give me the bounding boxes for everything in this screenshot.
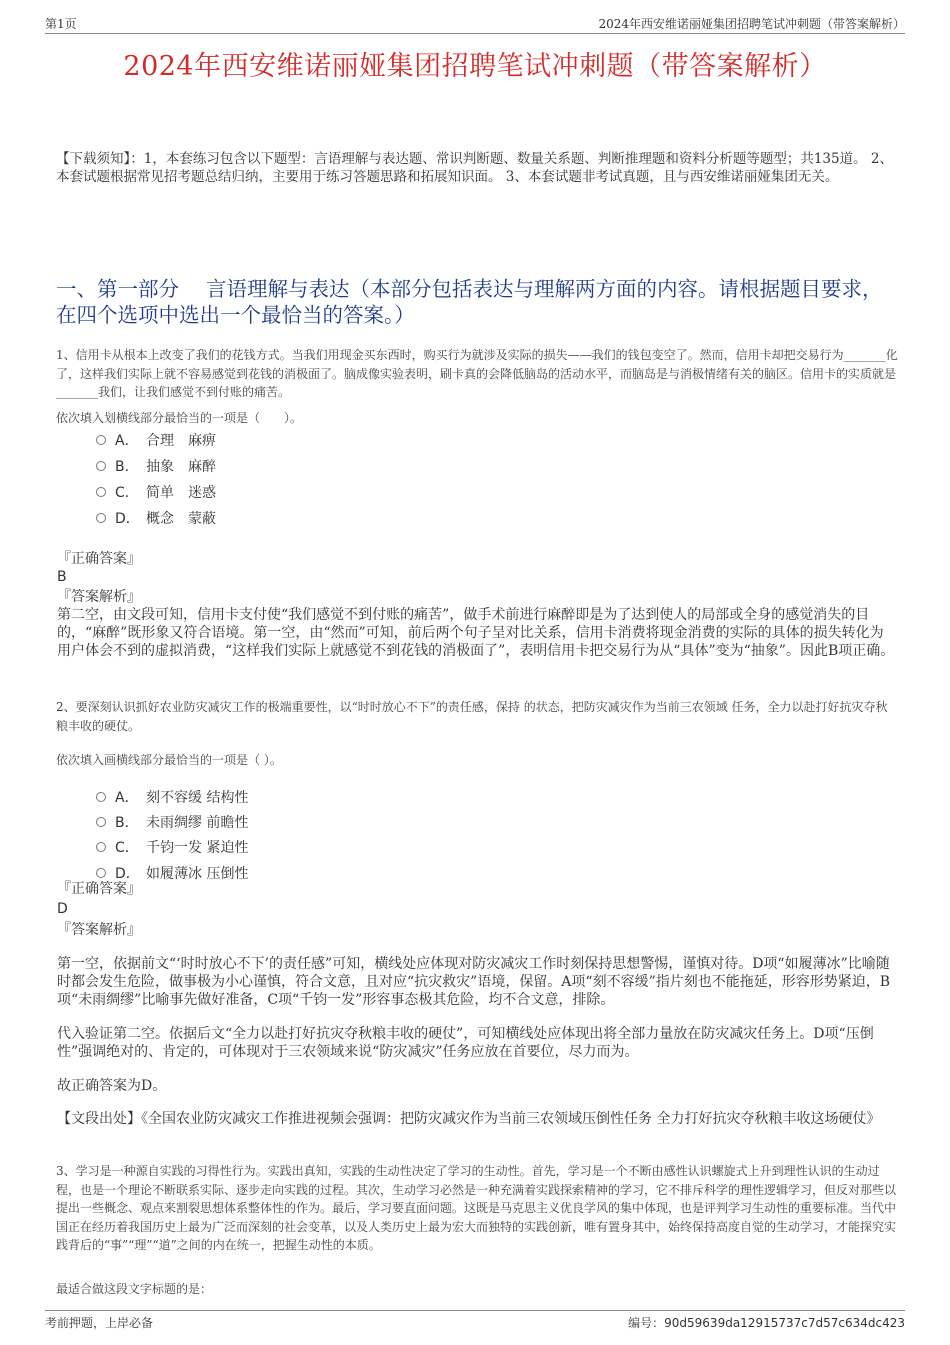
question-1-option-a[interactable]: A． 合理 麻痹: [96, 430, 216, 450]
question-1-prompt: 依次填入划横线部分最恰当的一项是（ ）。: [56, 411, 303, 425]
question-1-answer: B: [57, 569, 67, 585]
question-1-option-b[interactable]: B． 抽象 麻醉: [96, 456, 216, 476]
question-2-analysis-p3: 故正确答案为D。: [57, 1078, 167, 1094]
document-id: 编号：90d59639da12915737c7d57c634dc423: [628, 1316, 905, 1330]
question-2-stem: 2、要深刻认识抓好农业防灾减灾工作的极端重要性，以“时时放心不下”的责任感，保持 的状态，把防灾减灾作为当前三农领域 任务，全力以赴打好抗灾夺秋粮丰收的硬仗。: [56, 700, 888, 733]
footer-divider: [45, 1310, 905, 1311]
question-2-answer-header: 『正确答案』: [57, 881, 141, 897]
radio-icon[interactable]: [96, 513, 106, 523]
download-notice: 【下载须知】：1，本套练习包含以下题型：言语理解与表达题、常识判断题、数量关系题、判断推理题和资料分析题等题型；共135道。 2、本套试题根据常见招考题总结归纳，主要用于练习答题思路和拓展知识面。 3、本套试题非考试真题，且与西安维诺丽娅集团无关。: [56, 151, 893, 185]
radio-icon[interactable]: [96, 487, 106, 497]
question-2-source: 【文段出处】《全国农业防灾减灾工作推进视频会强调：把防灾减灾作为当前三农领域压倒性任务 全力打好抗灾夺秋粮丰收这场硬仗》: [57, 1111, 881, 1127]
question-1-stem: 1、信用卡从根本上改变了我们的花钱方式。当我们用现金买东西时，购买行为就涉及实际的损失——我们的钱包变空了。然而，信用卡却把交易行为_______化了，这样我们实际上就不容易感觉到花钱的消极面了。脑成像实验表明，刷卡真的会降低脑岛的活动水平，而脑岛是与消极情绪有关的脑区。信用卡的实质就是_______我们，让我们感觉不到付账的痛苦。: [56, 348, 898, 399]
radio-icon[interactable]: [96, 792, 106, 802]
radio-icon[interactable]: [96, 868, 106, 878]
page-number: 第1页: [45, 17, 77, 31]
question-2-option-b[interactable]: B． 未雨绸缪 前瞻性: [96, 812, 248, 832]
radio-icon[interactable]: [96, 842, 106, 852]
radio-icon[interactable]: [96, 461, 106, 471]
section-heading: 一、第一部分 言语理解与表达（本部分包括表达与理解两方面的内容。请根据题目要求，在四个选项中选出一个最恰当的答案。）: [56, 277, 883, 327]
question-1-analysis: 第二空，由文段可知，信用卡支付使“我们感觉不到付账的痛苦”，做手术前进行麻醉即是为了达到使人的局部或全身的感觉消失的目的，“麻醉”既形象又符合语境。第一空，由“然而”可知，前后两个句子呈对比关系，信用卡消费将现金消费的实际的具体的损失转化为用户体会不到的虚拟消费，“这样我们实际上就感觉不到花钱的消极面了”，表明信用卡把交易行为从“具体”变为“抽象”。因此B项正确。: [57, 607, 895, 659]
question-2-analysis-p2: 代入验证第二空。依据后文“全力以赴打好抗灾夺秋粮丰收的硬仗”，可知横线处应体现出将全部力量放在防灾减灾任务上。D项“压倒性”强调绝对的、肯定的，可体现对于三农领域来说“防灾减灾”任务应放在首要位，尽力而为。: [57, 1026, 874, 1060]
question-2-option-c[interactable]: C． 千钧一发 紧迫性: [96, 837, 248, 857]
question-2-option-a[interactable]: A． 刻不容缓 结构性: [96, 787, 248, 807]
document-title: 2024年西安维诺丽娅集团招聘笔试冲刺题（带答案解析）: [123, 51, 827, 82]
question-2-prompt: 依次填入画横线部分最恰当的一项是（ ）。: [56, 753, 282, 767]
running-header: 2024年西安维诺丽娅集团招聘笔试冲刺题（带答案解析）: [598, 17, 905, 31]
question-2-option-d[interactable]: D． 如履薄冰 压倒性: [96, 863, 248, 883]
question-2-analysis-p1: 第一空，依据前文“‘时时放心不下’的责任感”可知，横线处应体现对防灾减灾工作时刻保持思想警惕，谨慎对待。D项“如履薄冰”比喻随时都会发生危险，做事极为小心谨慎，符合文意，且对应“抗灾救灾”语境，保留。A项“刻不容缓”指片刻也不能拖延，形容形势紧迫，B项“未雨绸缪”比喻事先做好准备，C项“千钧一发”形容事态极其危险，均不合文意，排除。: [57, 956, 891, 1008]
question-2-answer: D: [57, 901, 68, 917]
question-3-prompt: 最适合做这段文字标题的是：: [56, 1282, 213, 1296]
footer-slogan: 考前押题，上岸必备: [45, 1316, 154, 1330]
radio-icon[interactable]: [96, 435, 106, 445]
radio-icon[interactable]: [96, 817, 106, 827]
question-2-analysis-header: 『答案解析』: [57, 922, 141, 938]
question-3-stem: 3、学习是一种源自实践的习得性行为。实践出真知，实践的生动性决定了学习的生动性。首先，学习是一个不断由感性认识螺旋式上升到理性认识的生动过程，也是一个理论不断联系实际、逐步走向实践的过程。其次，生动学习必然是一种充满着实践探索精神的学习，它不排斥科学的理性逻辑学习，但反对那些以提出一些概念、观点来割裂思想体系整体性的作为。最后，学习要直面问题。这既是马克思主义优良学风的集中体现，也是评判学习生动性的重要标准。当代中国正在经历着我国历史上最为广泛而深刻的社会变革，以及人类历史上最为宏大而独特的实践创新，唯有置身其中，始终保持高度自觉的生动学习，才能探究实践背后的“事”“理”“道”之间的内在统一，把握生动性的本质。: [56, 1164, 897, 1252]
question-1-answer-header: 『正确答案』: [57, 551, 141, 567]
question-1-option-c[interactable]: C． 简单 迷惑: [96, 482, 216, 502]
question-1-analysis-header: 『答案解析』: [57, 589, 141, 605]
question-1-option-d[interactable]: D． 概念 蒙蔽: [96, 508, 216, 528]
header-divider: [45, 33, 905, 34]
